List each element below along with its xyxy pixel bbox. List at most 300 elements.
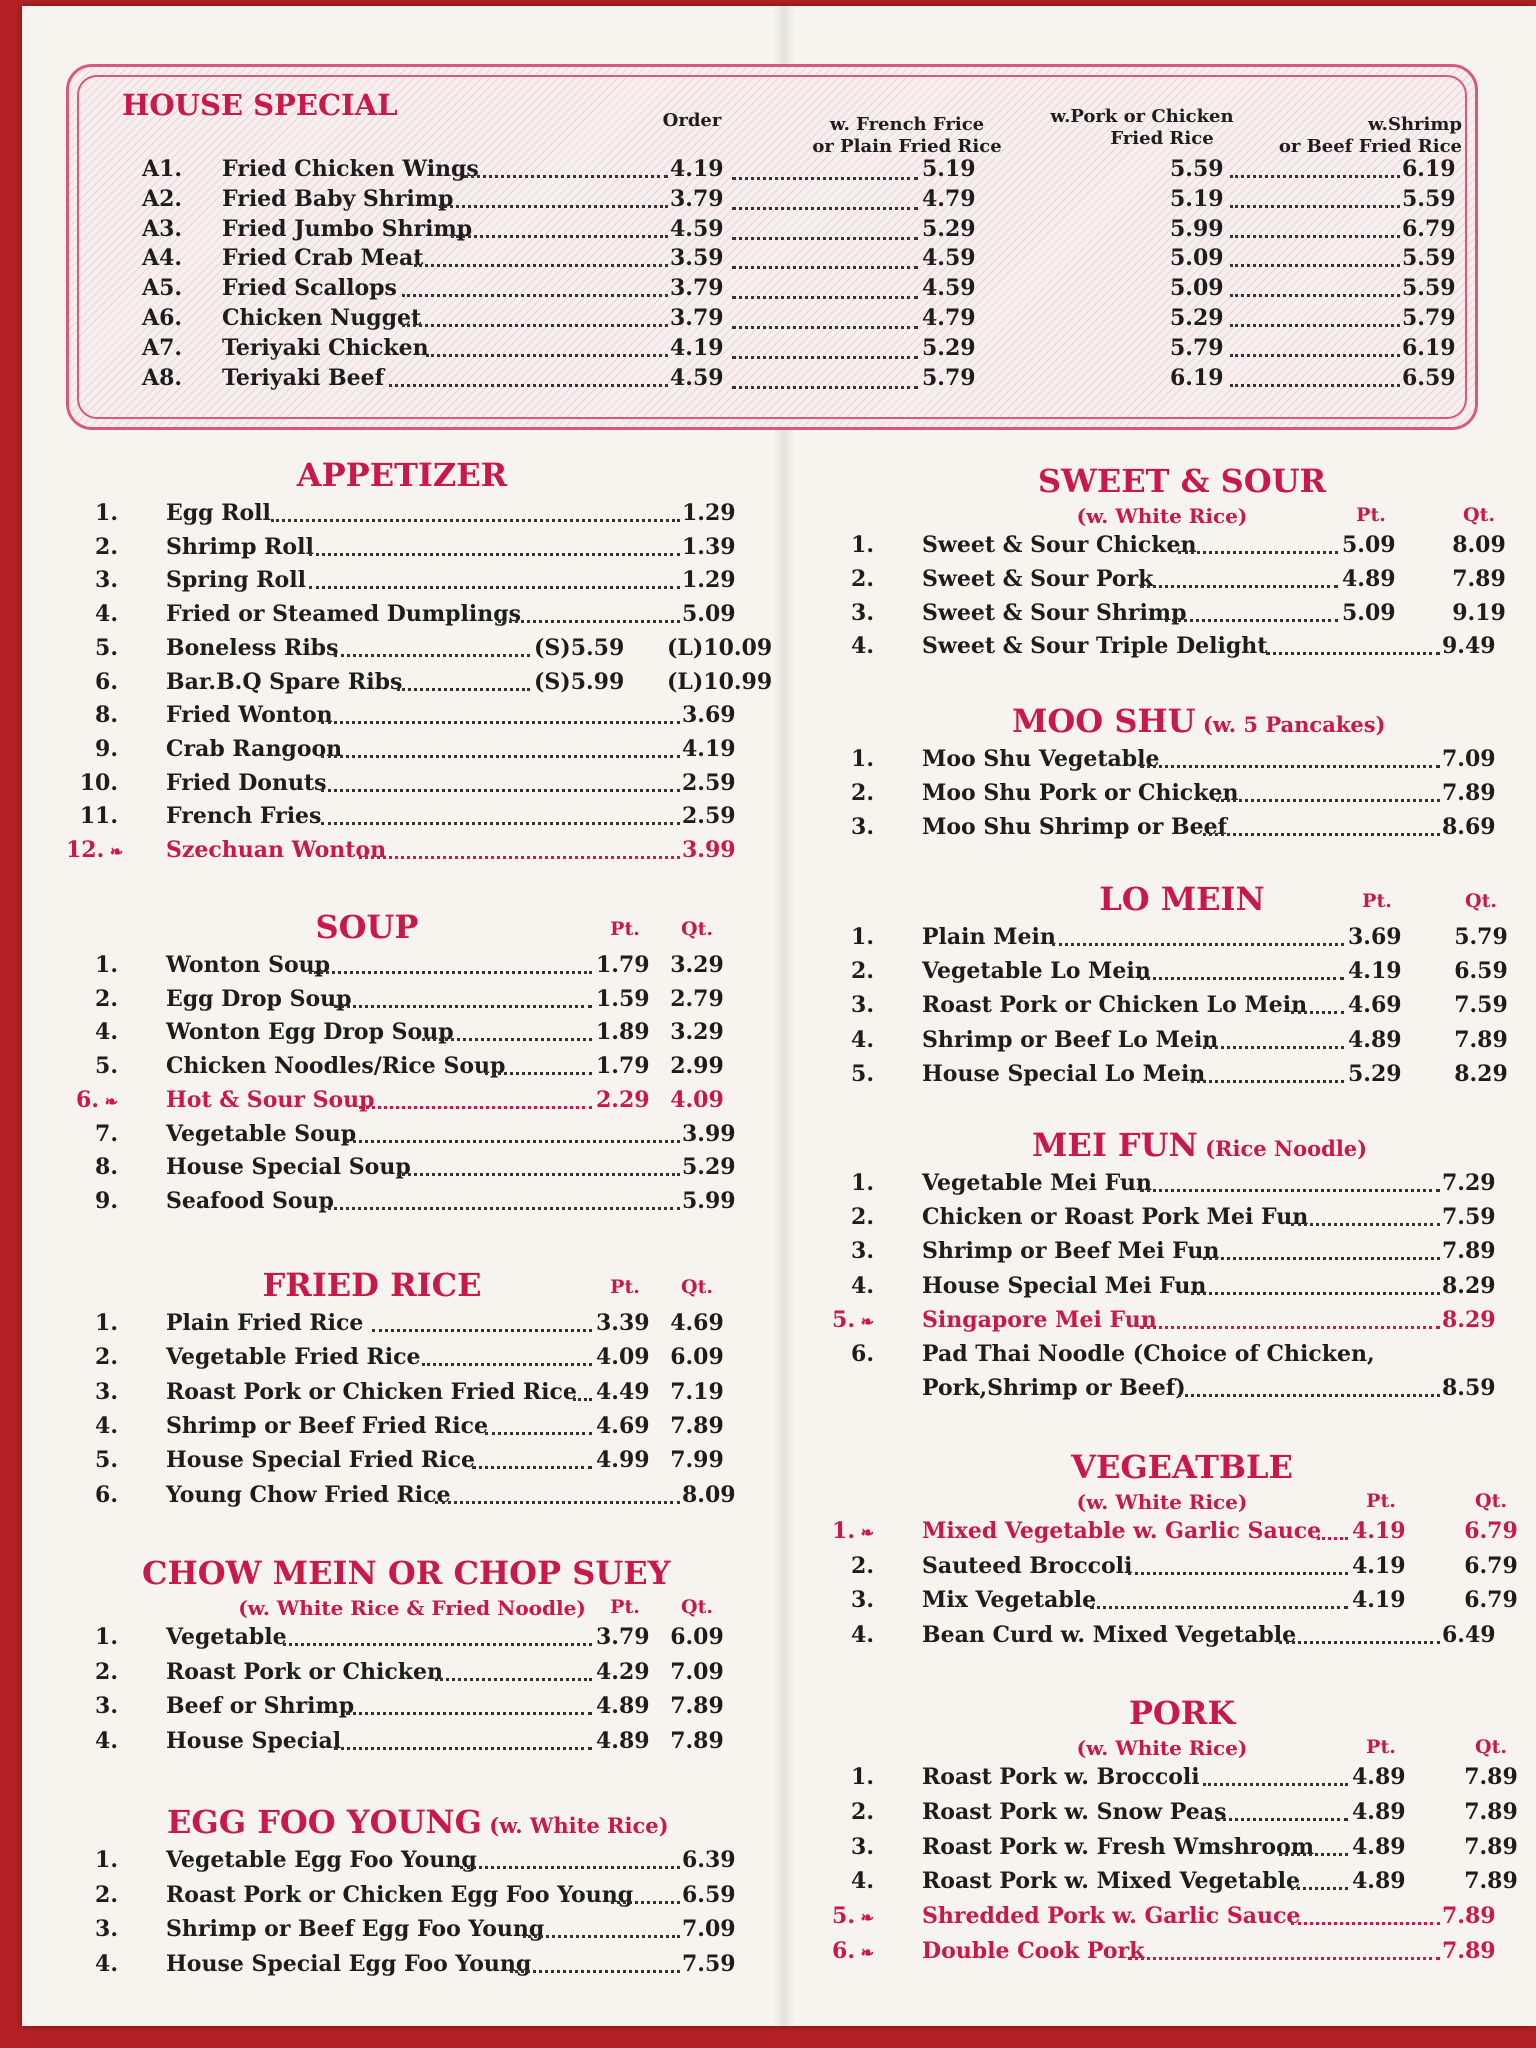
price-pork-fried-rice: 5.19 bbox=[1170, 185, 1224, 212]
price-french-fries: 4.79 bbox=[922, 185, 976, 212]
price-quart: 3.29 bbox=[670, 1019, 724, 1046]
price-pint: 4.19 bbox=[1352, 1587, 1406, 1614]
price-quart: 6.59 bbox=[1454, 958, 1508, 985]
leader-dots bbox=[334, 1005, 592, 1008]
item-code: A8. bbox=[142, 364, 183, 391]
price-order: 4.19 bbox=[670, 334, 724, 361]
item-number: 2. bbox=[95, 1344, 118, 1371]
menu-item bbox=[822, 1238, 1522, 1270]
item-price: 7.89 bbox=[1442, 780, 1496, 807]
menu-item bbox=[66, 1882, 742, 1914]
item-price: 8.29 bbox=[1442, 1272, 1496, 1299]
item-name: Chicken Nugget bbox=[222, 305, 422, 331]
menu-item bbox=[822, 1903, 1522, 1935]
menu-item bbox=[66, 1728, 742, 1760]
item-number: 5. ❧ bbox=[832, 1306, 874, 1333]
item-number: 1. bbox=[95, 1847, 118, 1873]
leader-dots bbox=[1178, 551, 1338, 554]
leader-dots bbox=[397, 688, 530, 691]
item-number: 3. bbox=[95, 1916, 118, 1942]
price-french-fries: 4.59 bbox=[922, 245, 976, 272]
menu-item bbox=[822, 1587, 1522, 1619]
price-quart: 3.29 bbox=[670, 952, 724, 978]
house-special-header-french bbox=[792, 114, 1022, 158]
price-quart: 6.09 bbox=[670, 1344, 724, 1371]
price-quart: 7.89 bbox=[1464, 1798, 1518, 1825]
leader-dots bbox=[359, 1106, 592, 1109]
menu-item bbox=[66, 1916, 742, 1948]
item-name: Shredded Pork w. Garlic Sauce bbox=[922, 1903, 1301, 1930]
item-price: 7.09 bbox=[1442, 746, 1496, 772]
price-french-fries: 5.29 bbox=[922, 215, 976, 242]
price-pint: 1.89 bbox=[596, 1019, 650, 1046]
item-number: 9. bbox=[95, 735, 118, 762]
item-name: Shrimp or Beef Lo Mein bbox=[922, 1026, 1219, 1053]
item-name: Fried Wonton bbox=[166, 702, 333, 729]
leader-dots bbox=[523, 1935, 680, 1938]
item-number: 2. bbox=[851, 958, 874, 985]
menu-item bbox=[822, 1170, 1522, 1202]
item-name: Fried Scallops bbox=[222, 275, 397, 302]
item-name: Vegetable Soup bbox=[166, 1120, 357, 1147]
leader-dots bbox=[1230, 354, 1400, 357]
menu-item bbox=[66, 500, 742, 532]
leader-dots bbox=[1216, 1818, 1348, 1821]
item-code: A3. bbox=[142, 215, 183, 242]
item-name: Egg Drop Soup bbox=[166, 985, 352, 1012]
leader-dots bbox=[1230, 324, 1400, 327]
menu-item bbox=[822, 566, 1522, 598]
header-french-line2: or Plain Fried Rice bbox=[812, 136, 1002, 157]
item-number: 3. bbox=[851, 992, 874, 1019]
item-price: 5.99 bbox=[682, 1187, 736, 1214]
section-subtitle: (w. White Rice) bbox=[1076, 1736, 1248, 1760]
leader-dots bbox=[732, 386, 918, 389]
house-special-row bbox=[22, 245, 1522, 275]
menu-item bbox=[822, 1027, 1522, 1059]
menu-item bbox=[822, 746, 1522, 778]
house-special-row bbox=[22, 365, 1522, 395]
price-shrimp-fried-rice: 6.19 bbox=[1402, 156, 1456, 182]
menu-item bbox=[822, 924, 1522, 956]
item-name: Spring Roll bbox=[166, 567, 306, 594]
column-header-quart: Qt. bbox=[681, 918, 713, 940]
price-pint: 2.29 bbox=[596, 1086, 650, 1113]
item-number: 5. bbox=[95, 1053, 118, 1080]
item-number: 6. ❧ bbox=[76, 1086, 118, 1113]
item-number: 2. bbox=[95, 533, 118, 560]
item-price: 7.29 bbox=[1442, 1170, 1496, 1196]
column-header-quart: Qt. bbox=[681, 1276, 713, 1298]
item-name: Roast Pork w. Broccoli bbox=[922, 1764, 1200, 1790]
section-title: EGG FOO YOUNG (w. White Rice) bbox=[167, 1803, 669, 1841]
price-quart: 8.09 bbox=[1452, 532, 1506, 558]
leader-dots bbox=[732, 296, 918, 299]
item-number: 4. bbox=[851, 1868, 874, 1895]
item-name: Vegetable Fried Rice bbox=[166, 1344, 421, 1371]
item-name: Vegetable bbox=[166, 1624, 287, 1650]
price-pint: 4.99 bbox=[596, 1447, 650, 1474]
menu-item bbox=[822, 1518, 1522, 1550]
price-shrimp-fried-rice: 5.59 bbox=[1402, 275, 1456, 302]
pepper-icon: ❧ bbox=[855, 1311, 874, 1331]
price-small: (S)5.99 bbox=[534, 668, 625, 695]
item-name: Mix Vegetable bbox=[922, 1587, 1097, 1614]
menu-item bbox=[66, 770, 742, 802]
header-pork-line2: Fried Rice bbox=[1110, 128, 1214, 149]
item-price: 8.29 bbox=[1442, 1306, 1496, 1333]
price-shrimp-fried-rice: 6.79 bbox=[1402, 215, 1456, 242]
house-special-row bbox=[22, 335, 1522, 365]
leader-dots bbox=[1140, 765, 1440, 768]
item-number: 2. bbox=[95, 985, 118, 1012]
item-name: Young Chow Fried Rice bbox=[166, 1481, 451, 1508]
menu-item bbox=[66, 1951, 742, 1983]
price-order: 3.59 bbox=[670, 245, 724, 272]
price-pint: 1.79 bbox=[596, 952, 650, 978]
leader-dots bbox=[460, 1866, 680, 1869]
section-subtitle: (w. White Rice) bbox=[1076, 504, 1248, 528]
menu-item bbox=[822, 1938, 1522, 1970]
section-title: MOO SHU (w. 5 Pancakes) bbox=[1012, 702, 1386, 740]
leader-dots bbox=[1230, 294, 1400, 297]
price-pint: 4.89 bbox=[1352, 1833, 1406, 1860]
item-name: Roast Pork or Chicken Lo Mein bbox=[922, 992, 1308, 1019]
leader-dots bbox=[422, 1363, 592, 1366]
item-name: Roast Pork w. Snow Peas bbox=[922, 1798, 1227, 1825]
menu-item bbox=[66, 1087, 742, 1119]
item-number: 2. bbox=[851, 780, 874, 807]
item-price: 8.69 bbox=[1442, 814, 1496, 841]
section-title: MEI FUN (Rice Noodle) bbox=[1032, 1126, 1368, 1164]
item-number: 3. bbox=[851, 1238, 874, 1265]
item-number: 2. bbox=[95, 1881, 118, 1908]
item-price: 5.29 bbox=[682, 1154, 736, 1181]
item-price: 6.39 bbox=[682, 1847, 736, 1873]
item-name: Roast Pork or Chicken Egg Foo Young bbox=[166, 1881, 634, 1908]
item-name: Vegetable Lo Mein bbox=[922, 958, 1151, 985]
menu-item bbox=[822, 1307, 1522, 1339]
menu-item bbox=[822, 1061, 1522, 1093]
item-number: 1. ❧ bbox=[832, 1518, 874, 1544]
house-special-row bbox=[22, 156, 1522, 186]
price-pint: 1.79 bbox=[596, 1053, 650, 1080]
menu-item bbox=[66, 1447, 742, 1479]
leader-dots bbox=[498, 620, 680, 623]
menu-item bbox=[66, 1154, 742, 1186]
menu-item bbox=[66, 1847, 742, 1879]
item-name: Teriyaki Beef bbox=[222, 364, 385, 391]
leader-dots bbox=[414, 264, 668, 267]
item-number: 1. bbox=[851, 924, 874, 950]
item-price: 1.29 bbox=[682, 567, 736, 594]
item-number: 6. ❧ bbox=[832, 1938, 874, 1964]
item-price: 2.59 bbox=[682, 803, 736, 830]
menu-item bbox=[822, 600, 1522, 632]
item-price: 8.59 bbox=[1442, 1375, 1496, 1402]
menu-item bbox=[822, 1834, 1522, 1866]
price-french-fries: 5.79 bbox=[922, 364, 976, 391]
item-name: Roast Pork or Chicken bbox=[166, 1658, 443, 1685]
item-price: 7.89 bbox=[1442, 1938, 1496, 1964]
item-name: Wonton Soup bbox=[166, 952, 331, 978]
leader-dots bbox=[1291, 1223, 1440, 1226]
item-name: Sweet & Sour Chicken bbox=[922, 532, 1197, 558]
house-special-row bbox=[22, 275, 1522, 305]
leader-dots bbox=[359, 856, 680, 859]
price-quart: 8.29 bbox=[1454, 1060, 1508, 1087]
price-pork-fried-rice: 6.19 bbox=[1170, 364, 1224, 391]
price-quart: 7.89 bbox=[670, 1693, 724, 1719]
item-name: Roast Pork w. Fresh Wmshroom bbox=[922, 1833, 1315, 1860]
column-header-pint: Pt. bbox=[1366, 1736, 1396, 1758]
leader-dots bbox=[611, 1901, 680, 1904]
item-name: Fried Crab Meat bbox=[222, 245, 424, 272]
price-quart: 6.79 bbox=[1464, 1552, 1518, 1579]
menu-item bbox=[66, 837, 742, 869]
house-special-header-order: Order bbox=[662, 110, 722, 131]
leader-dots bbox=[1203, 1046, 1344, 1049]
leader-dots bbox=[402, 294, 668, 297]
item-name: House Special Soup bbox=[166, 1154, 411, 1181]
price-shrimp-fried-rice: 6.59 bbox=[1402, 364, 1456, 391]
menu-item bbox=[66, 1693, 742, 1725]
leader-dots bbox=[464, 175, 668, 178]
item-price: 8.09 bbox=[682, 1481, 736, 1508]
leader-dots bbox=[732, 356, 918, 359]
price-quart: 4.09 bbox=[670, 1086, 724, 1113]
item-name: Sweet & Sour Triple Delight bbox=[922, 633, 1268, 660]
column-header-pint: Pt. bbox=[610, 918, 640, 940]
price-pint: 4.19 bbox=[1352, 1518, 1406, 1544]
menu-item bbox=[822, 958, 1522, 990]
item-name: Double Cook Pork bbox=[922, 1938, 1145, 1964]
item-number: 5. bbox=[95, 1447, 118, 1474]
leader-dots bbox=[1178, 1394, 1440, 1397]
item-name: Shrimp Roll bbox=[166, 533, 314, 560]
item-number: 1. bbox=[95, 500, 118, 526]
item-name: Boneless Ribs bbox=[166, 634, 339, 661]
price-pint: 4.19 bbox=[1352, 1552, 1406, 1579]
price-quart: 7.89 bbox=[1452, 565, 1506, 592]
menu-item bbox=[66, 1310, 742, 1342]
column-header-quart: Qt. bbox=[1463, 504, 1495, 526]
item-name: Seafood Soup bbox=[166, 1187, 334, 1214]
menu-item bbox=[66, 601, 742, 633]
section-title: VEGEATBLE bbox=[1071, 1448, 1293, 1486]
leader-dots bbox=[510, 1970, 680, 1973]
leader-dots bbox=[439, 205, 668, 208]
item-number: 6. bbox=[851, 1341, 874, 1367]
price-pint: 4.89 bbox=[1348, 1026, 1402, 1053]
section-title: SOUP bbox=[315, 908, 419, 946]
item-number: 6. bbox=[95, 668, 118, 695]
price-quart: 7.19 bbox=[670, 1378, 724, 1405]
price-quart: 7.89 bbox=[670, 1727, 724, 1754]
item-number: 12. ❧ bbox=[66, 837, 124, 863]
price-quart: 4.69 bbox=[670, 1310, 724, 1336]
price-pint: 4.89 bbox=[596, 1727, 650, 1754]
menu-item bbox=[66, 1482, 742, 1514]
column-header-quart: Qt. bbox=[1475, 1736, 1507, 1758]
item-name: Plain Fried Rice bbox=[166, 1310, 364, 1336]
item-number: 7. bbox=[95, 1120, 118, 1147]
price-french-fries: 5.19 bbox=[922, 156, 976, 182]
leader-dots bbox=[1216, 799, 1440, 802]
item-number: 4. bbox=[95, 1950, 118, 1977]
section-title: SWEET & SOUR bbox=[1037, 462, 1327, 500]
leader-dots bbox=[435, 1678, 592, 1681]
menu-item bbox=[822, 1868, 1522, 1900]
item-price: 7.59 bbox=[1442, 1204, 1496, 1231]
section-title: CHOW MEIN OR CHOP SUEY bbox=[142, 1554, 671, 1592]
item-name: House Special Lo Mein bbox=[922, 1060, 1206, 1087]
leader-dots bbox=[271, 519, 680, 522]
price-quart: 7.89 bbox=[1454, 1026, 1508, 1053]
menu-item bbox=[822, 1764, 1522, 1796]
menu-item bbox=[66, 567, 742, 599]
menu-item bbox=[66, 634, 773, 667]
menu-item bbox=[66, 952, 742, 984]
leader-dots bbox=[1140, 585, 1338, 588]
price-pint: 4.89 bbox=[596, 1693, 650, 1719]
leader-dots bbox=[321, 1207, 680, 1210]
price-quart: 6.09 bbox=[670, 1624, 724, 1650]
price-pint: 3.79 bbox=[596, 1624, 650, 1650]
price-quart: 6.79 bbox=[1464, 1518, 1518, 1544]
price-order: 3.79 bbox=[670, 305, 724, 331]
price-order: 4.59 bbox=[670, 364, 724, 391]
leader-dots bbox=[732, 207, 918, 210]
item-name: Beef or Shrimp bbox=[166, 1693, 355, 1719]
item-name: Roast Pork w. Mixed Vegetable bbox=[922, 1868, 1301, 1895]
leader-dots bbox=[1230, 384, 1400, 387]
pepper-icon: ❧ bbox=[104, 842, 124, 861]
price-pork-fried-rice: 5.59 bbox=[1170, 156, 1224, 182]
price-pork-fried-rice: 5.09 bbox=[1170, 275, 1224, 302]
price-quart: 2.79 bbox=[670, 985, 724, 1012]
leader-dots bbox=[321, 822, 680, 825]
menu-item bbox=[66, 1053, 742, 1085]
section-title: APPETIZER bbox=[296, 456, 508, 494]
leader-dots bbox=[1191, 1080, 1344, 1083]
menu-item bbox=[822, 633, 1522, 665]
item-name: Bar.B.Q Spare Ribs bbox=[166, 668, 403, 695]
item-name: Fried Donuts bbox=[166, 769, 327, 796]
leader-dots bbox=[309, 553, 680, 556]
item-name: Fried Baby Shrimp bbox=[222, 185, 454, 212]
menu-item bbox=[66, 1344, 742, 1376]
price-french-fries: 4.59 bbox=[922, 275, 976, 302]
house-special-title: HOUSE SPECIAL bbox=[122, 88, 398, 122]
item-name: Fried Chicken Wings bbox=[222, 156, 479, 182]
menu-sheet bbox=[22, 6, 1536, 2026]
item-name: Hot & Sour Soup bbox=[166, 1086, 375, 1113]
item-number: 3. bbox=[95, 567, 118, 594]
leader-dots bbox=[1230, 205, 1400, 208]
price-quart: 5.79 bbox=[1454, 924, 1508, 950]
house-special-header-pork bbox=[1042, 106, 1242, 150]
item-price: 1.39 bbox=[682, 533, 736, 560]
menu-item bbox=[822, 992, 1522, 1024]
item-number: 1. bbox=[851, 1764, 874, 1790]
leader-dots bbox=[732, 326, 918, 329]
menu-item bbox=[66, 736, 742, 768]
item-number: 8. bbox=[95, 702, 118, 729]
price-large: (L)10.09 bbox=[667, 634, 773, 661]
column-header-pint: Pt. bbox=[610, 1276, 640, 1298]
pepper-icon: ❧ bbox=[855, 1908, 874, 1928]
item-name: House Special Egg Foo Young bbox=[166, 1950, 532, 1977]
item-price: 9.49 bbox=[1442, 633, 1496, 660]
leader-dots bbox=[1291, 1922, 1440, 1925]
leader-dots bbox=[1165, 619, 1338, 622]
price-quart: 2.99 bbox=[670, 1053, 724, 1080]
price-pint: 5.09 bbox=[1342, 599, 1396, 626]
item-number: 3. bbox=[851, 599, 874, 626]
price-pork-fried-rice: 5.79 bbox=[1170, 334, 1224, 361]
leader-dots bbox=[309, 971, 592, 974]
price-quart: 7.89 bbox=[1464, 1833, 1518, 1860]
item-name: Singapore Mei Fun bbox=[922, 1306, 1157, 1333]
price-large: (L)10.99 bbox=[667, 668, 773, 695]
section-title: LO MEIN bbox=[1099, 880, 1265, 918]
price-quart: 7.99 bbox=[670, 1447, 724, 1474]
price-pint: 5.29 bbox=[1348, 1060, 1402, 1087]
item-name: Teriyaki Chicken bbox=[222, 334, 429, 361]
price-pork-fried-rice: 5.29 bbox=[1170, 305, 1224, 331]
menu-item bbox=[66, 803, 742, 835]
pepper-icon: ❧ bbox=[99, 1091, 118, 1111]
house-special-row bbox=[22, 216, 1522, 246]
section-subtitle: (w. White Rice) bbox=[482, 1813, 669, 1838]
item-name: Vegetable Egg Foo Young bbox=[166, 1847, 477, 1873]
leader-dots bbox=[1230, 175, 1400, 178]
menu-item bbox=[66, 986, 742, 1018]
menu-item bbox=[822, 1553, 1522, 1585]
price-pint: 4.89 bbox=[1352, 1798, 1406, 1825]
item-number: 5. bbox=[851, 1060, 874, 1087]
menu-item bbox=[822, 1622, 1522, 1654]
item-number: 4. bbox=[851, 633, 874, 660]
header-shrimp-line2: or Beef Fried Rice bbox=[1278, 136, 1462, 157]
item-name: Egg Roll bbox=[166, 500, 271, 526]
item-name: Fried Jumbo Shrimp bbox=[222, 215, 473, 242]
item-name: Chicken Noodles/Rice Soup bbox=[166, 1053, 506, 1080]
item-name: French Fries bbox=[166, 803, 322, 830]
item-number: 4. bbox=[95, 1019, 118, 1046]
section-title: PORK bbox=[1128, 1694, 1236, 1732]
price-pint: 4.19 bbox=[1348, 958, 1402, 985]
price-pint: 4.09 bbox=[596, 1344, 650, 1371]
item-price: 3.99 bbox=[682, 1120, 736, 1147]
leader-dots bbox=[346, 1140, 680, 1143]
item-price: 5.09 bbox=[682, 601, 736, 628]
menu-item bbox=[66, 668, 773, 701]
price-order: 4.59 bbox=[670, 215, 724, 242]
leader-dots bbox=[1203, 1783, 1348, 1786]
leader-dots bbox=[1230, 235, 1400, 238]
item-number: 6. bbox=[95, 1481, 118, 1508]
price-pork-fried-rice: 5.09 bbox=[1170, 245, 1224, 272]
price-quart: 7.89 bbox=[1464, 1868, 1518, 1895]
item-price: 6.59 bbox=[682, 1881, 736, 1908]
leader-dots bbox=[1191, 1292, 1440, 1295]
leader-dots bbox=[1140, 977, 1344, 980]
leader-dots bbox=[1052, 943, 1344, 946]
price-shrimp-fried-rice: 6.19 bbox=[1402, 334, 1456, 361]
leader-dots bbox=[435, 1501, 680, 1504]
